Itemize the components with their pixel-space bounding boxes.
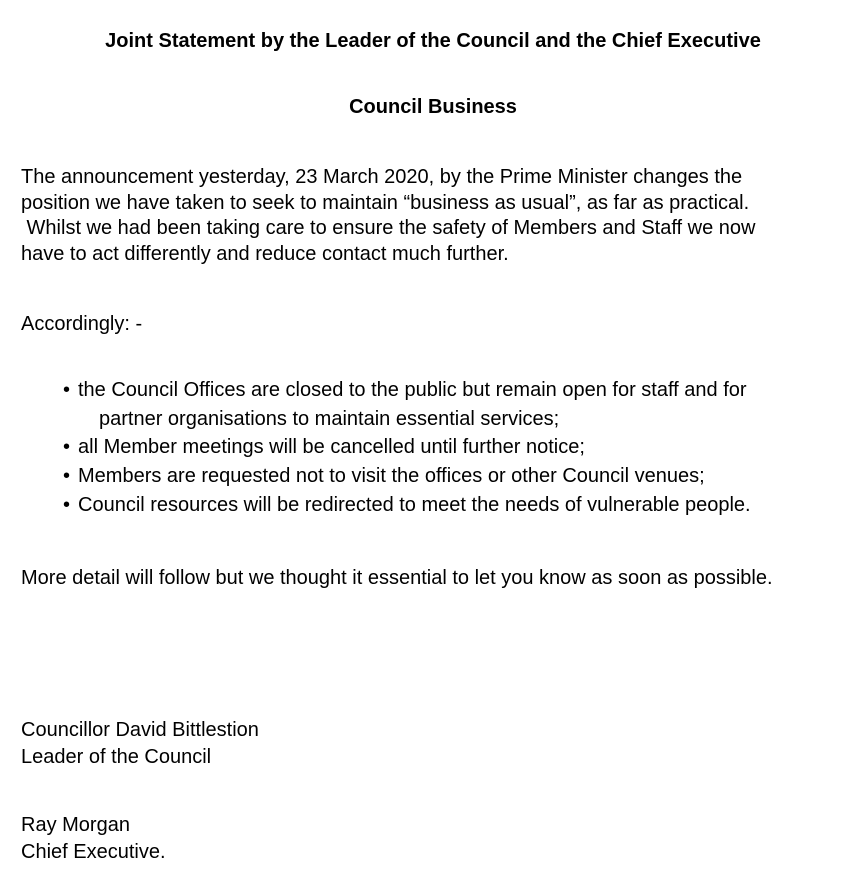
signatory-leader bbox=[21, 717, 259, 770]
intro-line: The announcement yesterday, 23 March 2020, by the Prime Minister changes the bbox=[21, 166, 743, 188]
signatory-role: Leader of the Council bbox=[21, 745, 212, 768]
closing-text: More detail will follow but we thought it essential to let you know as soon as possible. bbox=[21, 567, 773, 589]
bullet-marker: • bbox=[63, 465, 71, 487]
list-item bbox=[63, 433, 863, 462]
statement-heading: Joint Statement by the Leader of the Council and the Chief Executive bbox=[105, 30, 761, 52]
list-item-continuation: partner organisations to maintain essential services; bbox=[99, 408, 560, 430]
closing-paragraph bbox=[21, 566, 861, 592]
measures-list bbox=[63, 376, 863, 520]
list-item bbox=[63, 462, 863, 491]
bullet-marker: • bbox=[63, 436, 71, 458]
intro-line: have to act differently and reduce contact much further. bbox=[21, 242, 509, 265]
intro-line: Whilst we had been taking care to ensure the safety of Members and Staff we now bbox=[21, 217, 756, 239]
signatory-name: Councillor David Bittlestion bbox=[21, 719, 259, 741]
accordingly-text: Accordingly: - bbox=[21, 313, 143, 335]
list-item-text: all Member meetings will be cancelled until further notice; bbox=[78, 436, 585, 458]
bullet-marker: • bbox=[63, 379, 71, 401]
list-item-text: the Council Offices are closed to the public but remain open for staff and for bbox=[78, 379, 747, 401]
signatory-role: Chief Executive. bbox=[21, 840, 166, 863]
bullet-marker: • bbox=[63, 494, 71, 516]
signatory-chief-executive bbox=[21, 812, 166, 865]
intro-line: position we have taken to seek to maintain “business as usual”, as far as practical. bbox=[21, 191, 750, 214]
statement-subheading: Council Business bbox=[349, 96, 517, 118]
signatory-name: Ray Morgan bbox=[21, 814, 130, 836]
intro-paragraph bbox=[21, 165, 861, 267]
list-item bbox=[63, 491, 863, 520]
accordingly-paragraph bbox=[21, 312, 861, 338]
list-item-text: Members are requested not to visit the offices or other Council venues; bbox=[78, 465, 705, 487]
list-item-text: Council resources will be redirected to meet the needs of vulnerable people. bbox=[78, 494, 751, 516]
list-item bbox=[63, 376, 863, 433]
